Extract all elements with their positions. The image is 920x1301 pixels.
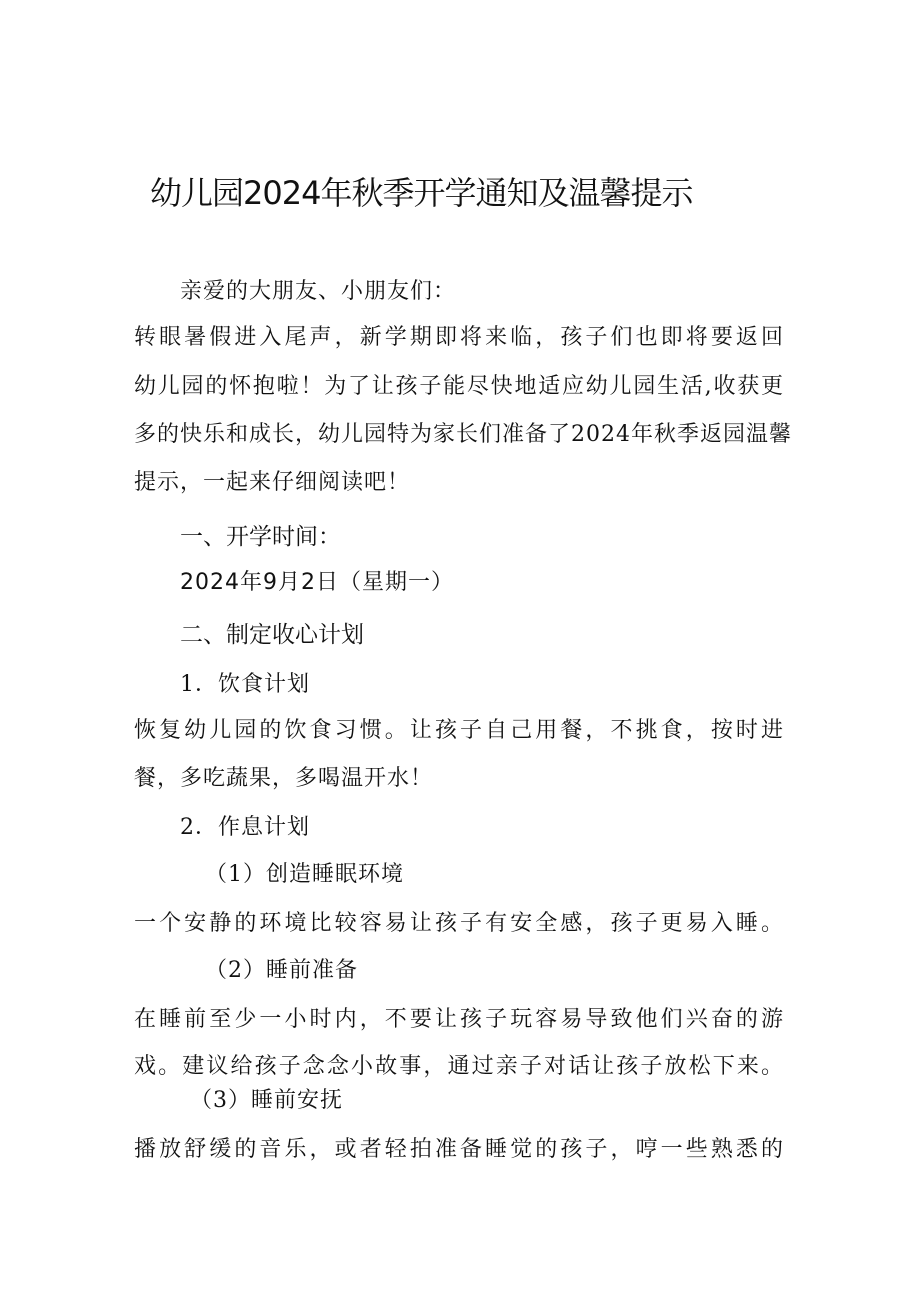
intro-line: 转眼暑假进入尾声，新学期即将来临，孩子们也即将要返回 [134, 325, 784, 350]
sub-heading-preparation: （2）睡前准备 [205, 958, 358, 983]
sub-text-line: 在睡前至少一小时内，不要让孩子玩容易导致他们兴奋的游 [134, 1007, 784, 1032]
sub-text-line: 戏。建议给孩子念念小故事，通过亲子对话让孩子放松下来。 [134, 1054, 784, 1079]
sub-text-line: 播放舒缓的音乐，或者轻拍准备睡觉的孩子，哼一些熟悉的 [134, 1137, 784, 1162]
item-text-line: 餐，多吃蔬果，多喝温开水！ [134, 766, 434, 791]
document-title: 幼儿园2024年秋季开学通知及温馨提示 [150, 174, 693, 212]
sub-heading-environment: （1）创造睡眠环境 [205, 862, 404, 887]
start-date: 2024年9月2日（星期一） [180, 570, 454, 595]
sub-heading-soothing: （3）睡前安抚 [190, 1088, 343, 1113]
item-heading-schedule: 2．作息计划 [180, 815, 310, 840]
intro-line: 多的快乐和成长，幼儿园特为家长们准备了2024年秋季返园温馨 [134, 422, 792, 447]
item-text-line: 恢复幼儿园的饮食习惯。让孩子自己用餐，不挑食，按时进 [134, 718, 784, 743]
intro-line: 提示，一起来仔细阅读吧！ [134, 470, 411, 495]
item-heading-diet: 1．饮食计划 [180, 672, 310, 697]
sub-text-line: 一个安静的环境比较容易让孩子有安全感，孩子更易入睡。 [134, 911, 784, 936]
greeting: 亲爱的大朋友、小朋友们： [180, 279, 457, 304]
section-heading-plan: 二、制定收心计划 [180, 622, 364, 648]
section-heading-start-time: 一、开学时间： [180, 524, 341, 550]
intro-line: 幼儿园的怀抱啦！为了让孩子能尽快地适应幼儿园生活,收获更 [134, 374, 784, 399]
